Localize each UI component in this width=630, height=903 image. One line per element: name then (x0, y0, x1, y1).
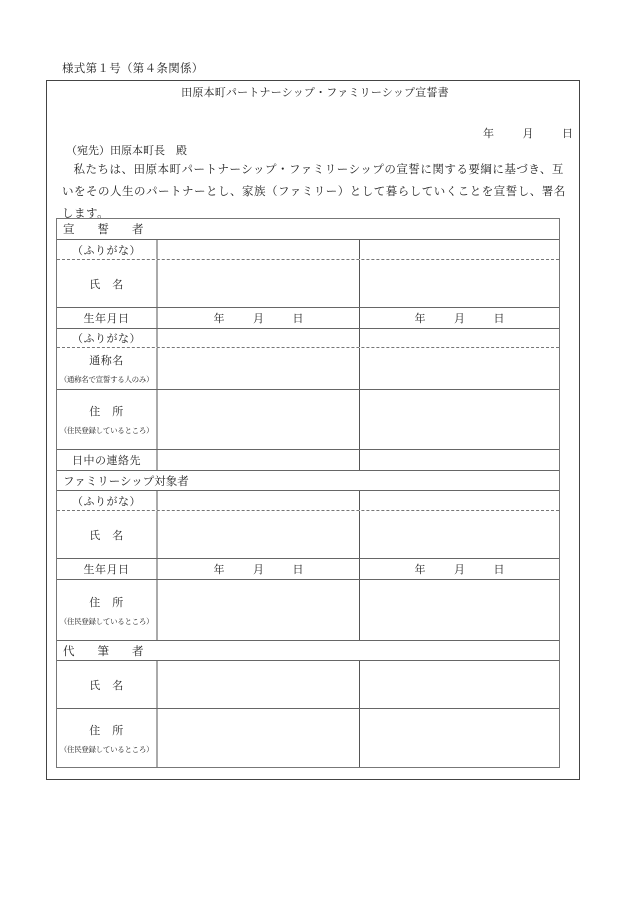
label-alias-note: （通称名で宣誓する人のみ） (59, 375, 154, 384)
row-family-furigana (57, 491, 559, 511)
label-address: 住 所 (89, 723, 124, 737)
section-proxy-heading: 代 筆 者 (63, 643, 144, 658)
label-furigana: （ふりがな） (72, 243, 141, 257)
declaration-text: 私たちは、田原本町パートナーシップ・ファミリーシップの宣誓に関する要綱に基づき、互いをその人生のパートナーとし、家族（ファミリー）として暮らしていくことを宣誓し、署名します。 (62, 162, 566, 220)
declarant1-contact-field[interactable] (158, 450, 360, 470)
section-declarants (57, 219, 559, 240)
row-proxy-address (57, 709, 559, 767)
date-year-label: 年 (483, 127, 494, 140)
label-address: 住 所 (89, 405, 124, 418)
family2-furigana-field[interactable] (360, 491, 559, 510)
label-address-note: （住民登録しているところ） (59, 744, 154, 754)
label-birthdate: 生年月日 (83, 563, 130, 576)
declarant1-name-field[interactable] (158, 260, 360, 307)
day-label: 日 (493, 312, 505, 325)
label-address-note: （住民登録しているところ） (59, 426, 154, 435)
declarant1-birthdate-field[interactable] (158, 308, 360, 328)
month-label: 月 (253, 312, 264, 325)
row-family-name (57, 511, 559, 559)
declarant2-name-field[interactable] (360, 260, 559, 307)
declarant2-birthdate-field[interactable] (360, 308, 559, 328)
day-label: 日 (493, 563, 505, 576)
declarant2-alias-field[interactable] (360, 348, 559, 389)
declarant1-alias-furigana-field[interactable] (158, 329, 360, 347)
year-label: 年 (414, 563, 426, 576)
addressee: （宛先）田原本町長 殿 (66, 144, 187, 157)
family2-name-field[interactable] (360, 511, 559, 558)
label-daytime-contact: 日中の連絡先 (72, 454, 141, 467)
day-label: 日 (292, 312, 304, 325)
declarant1-furigana-field[interactable] (158, 240, 360, 259)
family2-birthdate-field[interactable] (360, 559, 559, 579)
family1-birthdate-field[interactable] (158, 559, 360, 579)
label-address-note: （住民登録しているところ） (59, 616, 154, 626)
submission-date[interactable] (483, 125, 573, 141)
month-label: 月 (454, 563, 465, 576)
year-label: 年 (213, 312, 225, 325)
year-label: 年 (213, 563, 225, 576)
family1-furigana-field[interactable] (158, 491, 360, 510)
month-label: 月 (253, 563, 264, 576)
row-declarant-alias-furigana (57, 329, 559, 348)
proxy2-name-field[interactable] (360, 661, 559, 708)
label-alias-furigana: （ふりがな） (72, 332, 141, 345)
row-proxy-name (57, 661, 559, 709)
section-family-members (57, 471, 559, 491)
proxy1-address-field[interactable] (158, 709, 360, 767)
row-declarant-contact (57, 450, 559, 471)
label-birthdate: 生年月日 (83, 312, 130, 325)
label-name: 氏 名 (89, 678, 124, 692)
year-label: 年 (414, 312, 426, 325)
declarant2-contact-field[interactable] (360, 450, 559, 470)
family1-address-field[interactable] (158, 580, 360, 640)
label-alias: 通称名 (89, 354, 124, 367)
row-declarant-name (57, 260, 559, 308)
proxy2-address-field[interactable] (360, 709, 559, 767)
family2-address-field[interactable] (360, 580, 559, 640)
label-name: 氏 名 (89, 528, 124, 542)
row-declarant-alias (57, 348, 559, 390)
row-family-address (57, 580, 559, 641)
declarant2-address-field[interactable] (360, 390, 559, 449)
form-title: 田原本町パートナーシップ・ファミリーシップ宣誓書 (181, 86, 449, 99)
date-month-label: 月 (522, 127, 534, 140)
row-declarant-birthdate (57, 308, 559, 329)
declarant1-address-field[interactable] (158, 390, 360, 449)
form-number: 様式第１号（第４条関係） (62, 61, 204, 75)
family1-name-field[interactable] (158, 511, 360, 558)
section-proxy-writer (57, 641, 559, 661)
row-declarant-address (57, 390, 559, 450)
proxy1-name-field[interactable] (158, 661, 360, 708)
declarant1-alias-field[interactable] (158, 348, 360, 389)
declaration-table (56, 218, 560, 768)
row-family-birthdate (57, 559, 559, 580)
label-furigana: （ふりがな） (72, 494, 141, 508)
date-day-label: 日 (562, 127, 573, 140)
day-label: 日 (292, 563, 304, 576)
declarant2-furigana-field[interactable] (360, 240, 559, 259)
section-declarants-heading: 宣 誓 者 (63, 222, 144, 236)
section-family-heading: ファミリーシップ対象者 (63, 473, 189, 488)
label-address: 住 所 (89, 595, 124, 609)
label-name: 氏 名 (89, 277, 124, 291)
declarant2-alias-furigana-field[interactable] (360, 329, 559, 347)
row-declarant-furigana (57, 240, 559, 260)
month-label: 月 (454, 312, 465, 325)
